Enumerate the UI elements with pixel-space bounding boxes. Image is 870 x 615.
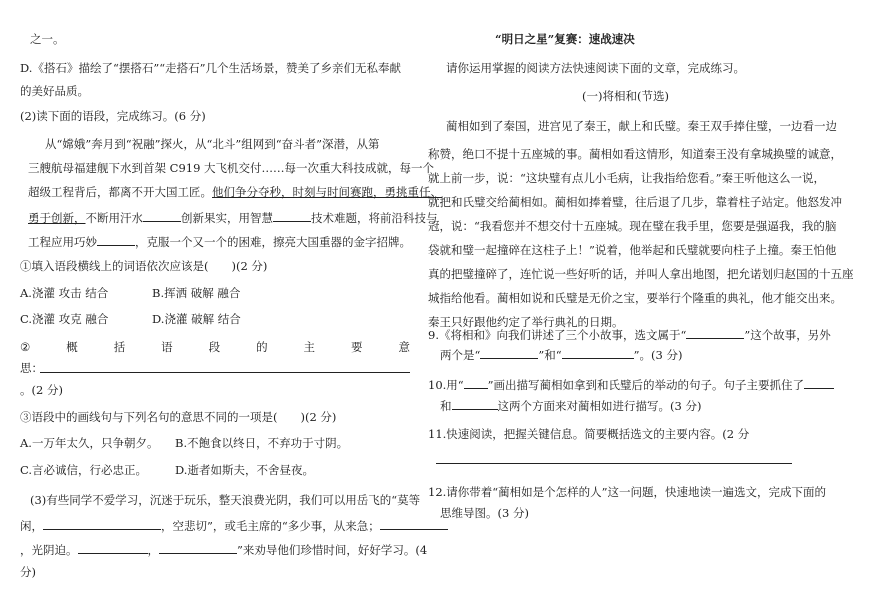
- text: ”和“: [538, 348, 562, 362]
- q2-char: 语: [161, 340, 173, 354]
- passage-line: 城指给他看。蔺相如说和氏璧是无价之宝，要举行个隆重的典礼，他才能交出来。: [428, 291, 842, 305]
- q2-char: 要: [350, 340, 363, 354]
- paragraph-text: ，克服一个又一个的困难，擦亮大国重器的金字招牌。: [135, 235, 411, 249]
- text: 9.《将相和》向我们讲述了三个小故事，选文属于“: [428, 328, 687, 342]
- question-12-row1: 12.请你带着“蔺相如是个怎样的人”这一问题，快速地读一遍选文，完成下面的: [428, 485, 827, 499]
- fill-blank[interactable]: [452, 398, 498, 410]
- option-c[interactable]: C.言必诚信，行必忠正。: [20, 463, 148, 477]
- fill-blank[interactable]: [380, 518, 448, 530]
- option-c[interactable]: C.浇灌 攻克 融合: [20, 312, 109, 326]
- question-title: (2)读下面的语段，完成练习。(6 分): [20, 109, 206, 123]
- q2-char: 的: [256, 340, 268, 354]
- text-line: 之一。: [30, 32, 65, 46]
- passage-line: 就上前一步，说：“这块璧有点儿小毛病，让我指给您看。”秦王听他这么一说，: [428, 171, 826, 185]
- fill-blank[interactable]: [804, 377, 834, 389]
- section-title: “明日之星”复赛：速战速决: [495, 32, 635, 46]
- fill-blank[interactable]: [562, 347, 634, 359]
- fill-blank[interactable]: [686, 327, 744, 339]
- passage-line: 蔺相如到了秦国，进宫见了秦王，献上和氏璧。秦王双手捧住璧，一边看一边: [446, 119, 837, 133]
- q2-char: 意: [398, 340, 410, 354]
- paragraph-text: 不断用汗水: [85, 211, 143, 225]
- passage-line: 秦王只好跟他约定了举行典礼的日期。: [428, 315, 624, 329]
- fill-blank[interactable]: [159, 542, 237, 554]
- question-2-end: 思：: [20, 361, 43, 375]
- text: ，: [147, 543, 159, 557]
- question-11: 11.快速阅读，把握关键信息。简要概括选文的主要内容。(2 分: [428, 427, 750, 441]
- q2-char: ②: [20, 340, 31, 354]
- answer-line[interactable]: [436, 463, 792, 464]
- option-d-line: D.《搭石》描绘了“摆搭石”“走搭石”几个生活场景，赞美了乡亲们无私奉献: [20, 61, 401, 75]
- question-12-row2: 思维导图。(3 分): [440, 506, 529, 520]
- question-3: ③语段中的画线句与下列名句的意思不同的一项是( )(2 分): [20, 410, 337, 424]
- instruction: 请你运用掌握的阅读方法快速阅读下面的文章，完成练习。: [446, 61, 745, 75]
- option-b[interactable]: B.挥洒 破解 融合: [152, 286, 241, 300]
- fill-blank[interactable]: [97, 234, 135, 246]
- text: 和: [440, 399, 452, 413]
- q2-char: 主: [303, 340, 316, 354]
- text: ，光阴迫。: [20, 543, 78, 557]
- question-2-line: [20, 341, 410, 355]
- text-line: 的美好品质。: [20, 84, 89, 98]
- paragraph-line: [28, 186, 442, 200]
- paragraph-line: [28, 234, 411, 250]
- question-1: ①填入语段横线上的词语依次应该是( )(2 分): [20, 259, 268, 273]
- passage-line: 就把和氏璧交给蔺相如。蔺相如捧着璧，往后退了几步，靠着柱子站定。他怒发冲: [428, 195, 842, 209]
- paragraph-line: [28, 210, 438, 226]
- paragraph-line: 从“嫦娥”奔月到“祝融”探火，从“北斗”组网到“奋斗者”深潜，从第: [45, 137, 380, 151]
- question-10-row1: [428, 377, 834, 393]
- passage-line: 真的把璧撞碎了，连忙说一些好听的话，并叫人拿出地图，把允诺划归赵国的十五座: [428, 267, 854, 281]
- text: 这两个方面来对蔺相如进行描写。(3 分): [497, 399, 702, 413]
- option-d[interactable]: D.浇灌 破解 结合: [152, 312, 241, 326]
- q2-char: 括: [113, 340, 126, 354]
- text: 两个是“: [440, 348, 481, 362]
- paragraph-line: 三艘航母福建舰下水到首架 C919 大飞机交付……每一次重大科技成就，每一个: [28, 161, 435, 175]
- option-a[interactable]: A.浇灌 攻击 结合: [20, 286, 109, 300]
- fill-blank[interactable]: [464, 377, 488, 389]
- text: ，空悲切”，或毛主席的“多少事，从来急；: [161, 519, 380, 533]
- question-3-text: (3)有些同学不爱学习，沉迷于玩乐，整天浪费光阴，我们可以用岳飞的“莫等: [30, 493, 421, 507]
- fill-blank[interactable]: [480, 347, 538, 359]
- text: ”画出描写蔺相如拿到和氏璧后的举动的句子。句子主要抓住了: [487, 378, 805, 392]
- passage-line: 称赞，绝口不提十五座城的事。蔺相如看这情形，知道秦王没有拿城换璧的诚意，: [428, 147, 842, 161]
- question-10-row2: [440, 398, 701, 414]
- fill-blank[interactable]: [273, 210, 311, 222]
- passage-line: 冠，说：“我看您并不想交付十五座城。现在璧在我手里，您要是强逼我，我的脑: [428, 219, 837, 233]
- passage-subtitle: (一)将相和(节选): [582, 89, 669, 103]
- text: ”来劝导他们珍惜时间，好好学习。(4: [237, 543, 428, 557]
- option-a[interactable]: A.一万年太久，只争朝夕。: [20, 436, 159, 450]
- fill-blank[interactable]: [143, 210, 181, 222]
- question-9-row2: [440, 347, 682, 363]
- score-text: 分): [20, 565, 36, 579]
- passage-line: 袋就和璧一起撞碎在这柱子上！”说着，他举起和氏璧就要向柱子上撞。秦王怕他: [428, 243, 837, 257]
- question-3-text: [20, 542, 427, 558]
- q2-char: 段: [208, 340, 221, 354]
- question-9-row1: [428, 327, 831, 343]
- text: ”这个故事，另外: [744, 328, 831, 342]
- fill-blank[interactable]: [43, 518, 161, 530]
- underlined-sentence: 勇于创新，: [28, 211, 86, 225]
- q2-char: 概: [66, 340, 78, 354]
- paragraph-text: 创新果实，用智慧: [181, 211, 273, 225]
- paragraph-text: 超级工程背后，都离不开大国工匠。: [28, 185, 212, 199]
- answer-line[interactable]: [40, 372, 410, 373]
- option-b[interactable]: B.不飽食以终日，不弃功于寸阴。: [175, 436, 349, 450]
- option-d[interactable]: D.逝者如斯夫，不舍昼夜。: [175, 463, 314, 477]
- question-2-score: 。(2 分): [20, 383, 63, 397]
- question-3-text: [20, 518, 448, 534]
- text: ”。(3 分): [633, 348, 683, 362]
- text: 10.用“: [428, 378, 464, 392]
- underlined-sentence: 他们争分夺秒，时刻与时间赛跑，勇挑重任、: [212, 185, 442, 199]
- fill-blank[interactable]: [78, 542, 148, 554]
- text: 闲，: [20, 519, 43, 533]
- paragraph-text: 技术难题，将前沿科技与: [311, 211, 438, 225]
- paragraph-text: 工程应用巧妙: [28, 235, 97, 249]
